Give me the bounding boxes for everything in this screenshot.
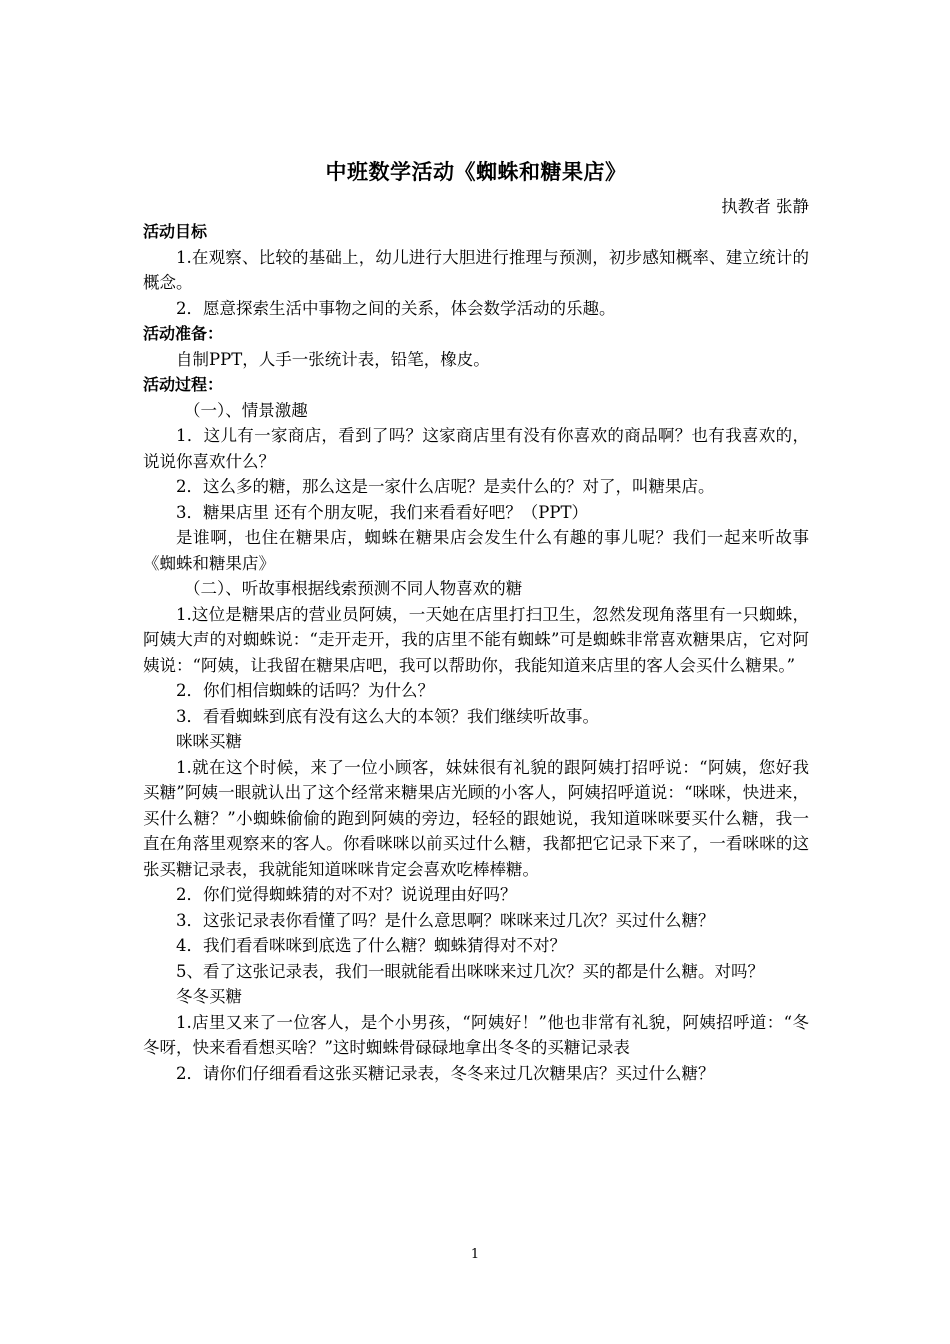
paragraph: 3．糖果店里 还有个朋友呢，我们来看看好吧？（PPT）	[176, 502, 588, 522]
paragraph: 1.店里又来了一位客人，是个小男孩，“阿姨好！”他也非常有礼貌，阿姨招呼道：“冬冬呀，快来看看想买啥？”这时蜘蛛骨碌碌地拿出冬冬的买糖记录表	[143, 1012, 809, 1057]
document-title: 中班数学活动《蜘蛛和糖果店》	[325, 160, 627, 184]
section-heading-process: 活动过程：	[143, 375, 224, 394]
paragraph: 5、看了这张记录表，我们一眼就能看出咪咪来过几次？买的都是什么糖。对吗？	[176, 961, 764, 981]
paragraph: 4．我们看看咪咪到底选了什么糖？蜘蛛猜得对不对？	[176, 936, 566, 955]
page-number: 1	[470, 1247, 480, 1262]
paragraph: 1.这位是糖果店的营业员阿姨，一天她在店里打扫卫生，忽然发现角落里有一只蜘蛛，阿姨大声的对蜘蛛说：“走开走开，我的店里不能有蜘蛛”可是蜘蛛非常喜欢糖果店，它对阿姨说：“阿姨，让我留在糖果店吧，我可以帮助你，我能知道来店里的客人会买什么糖果。”	[143, 604, 809, 675]
paragraph: 2．你们觉得蜘蛛猜的对不对？说说理由好吗？	[176, 885, 517, 904]
paragraph: 2．请你们仔细看看这张买糖记录表，冬冬来过几次糖果店？买过什么糖？	[176, 1063, 715, 1083]
paragraph: 3．这张记录表你看懂了吗？是什么意思啊？咪咪来过几次？买过什么糖？	[176, 910, 715, 930]
paragraph: 3．看看蜘蛛到底有没有这么大的本领？我们继续听故事。	[176, 706, 599, 726]
subsection-title: （一）、情景激趣	[184, 400, 308, 420]
section-heading-prep: 活动准备：	[143, 324, 224, 343]
document-body	[143, 219, 809, 1086]
subsection-title: （二）、听故事根据线索预测不同人物喜欢的糖	[184, 579, 523, 598]
paragraph: 1.就在这个时候，来了一位小顾客，妹妹很有礼貌的跟阿姨打招呼说：“阿姨，您好我买糖”阿姨一眼就认出了这个经常来糖果店光顾的小客人，阿姨招呼道说：“咪咪，快进来，买什么糖？”小蜘蛛偷偷的跑到阿姨的旁边，轻轻的跟她说，我知道咪咪要买什么糖，我一直在角落里观察来的客人。你看咪咪以前买过什么糖，我都把它记录下来了，一看咪咪的这张买糖记录表，我就能知道咪咪肯定会喜欢吃棒棒糖。	[143, 757, 809, 879]
subsection-title: 冬冬买糖	[176, 987, 242, 1006]
paragraph: 2．愿意探索生活中事物之间的关系，体会数学活动的乐趣。	[176, 298, 616, 318]
paragraph: 是谁啊，也住在糖果店，蜘蛛在糖果店会发生什么有趣的事儿呢？我们一起来听故事《蜘蛛和糖果店》	[143, 528, 809, 573]
section-heading-goal: 活动目标	[143, 222, 208, 241]
paragraph: 2．这么多的糖，那么这是一家什么店呢？是卖什么的？对了，叫糖果店。	[176, 477, 715, 496]
author-line: 执教者 张静	[721, 197, 809, 216]
paragraph: 自制PPT，人手一张统计表，铅笔，橡皮。	[176, 349, 490, 369]
paragraph: 2．你们相信蜘蛛的话吗？为什么？	[176, 681, 434, 700]
paragraph: 1．这儿有一家商店，看到了吗？这家商店里有没有你喜欢的商品啊？也有我喜欢的，说说你喜欢什么？	[143, 426, 809, 471]
subsection-title: 咪咪买糖	[176, 732, 242, 751]
paragraph: 1.在观察、比较的基础上，幼儿进行大胆进行推理与预测，初步感知概率、建立统计的概念。	[143, 247, 809, 292]
